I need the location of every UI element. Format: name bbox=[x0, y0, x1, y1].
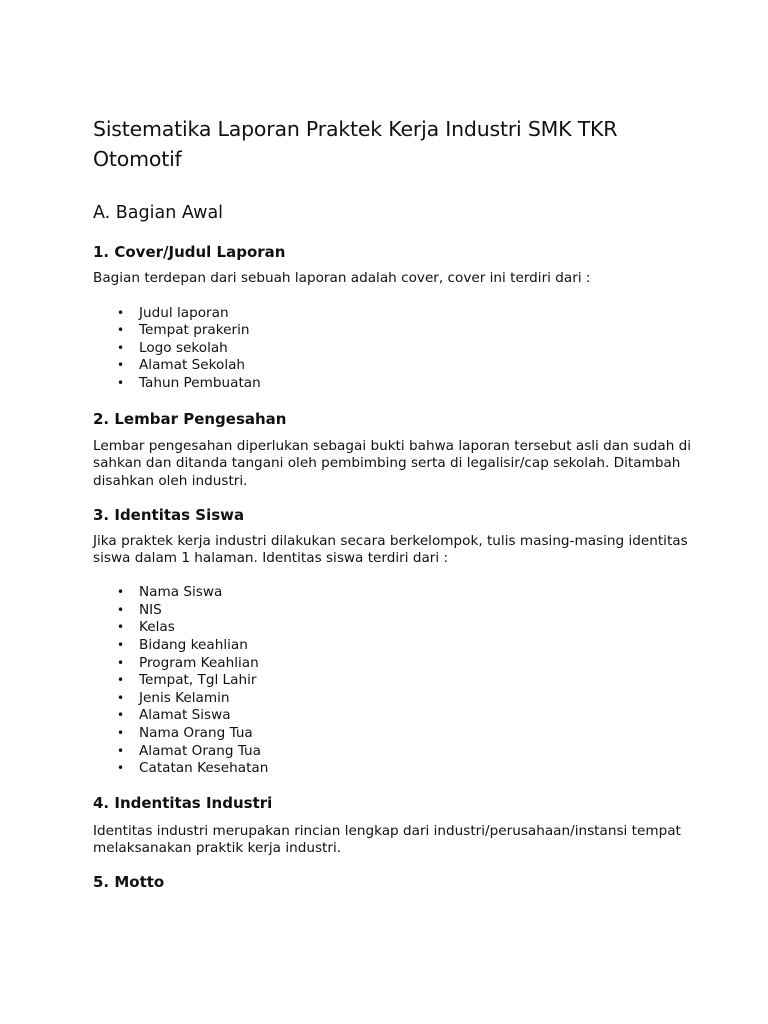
list-item-text: Alamat Orang Tua bbox=[139, 742, 261, 759]
list-item bbox=[93, 725, 693, 743]
list-item-text: Alamat Siswa bbox=[139, 707, 231, 724]
list-item-text: Program Keahlian bbox=[139, 654, 259, 671]
list-item-text: Nama Orang Tua bbox=[139, 724, 253, 741]
heading-cover: 1. Cover/Judul Laporan bbox=[93, 243, 286, 261]
bullet-icon: • bbox=[117, 305, 125, 320]
bullet-icon: • bbox=[117, 743, 125, 758]
list-item-text: Nama Siswa bbox=[139, 584, 223, 601]
list-item bbox=[93, 305, 693, 323]
bullet-icon: • bbox=[117, 690, 125, 705]
heading-identitas-industri: 4. Indentitas Industri bbox=[93, 793, 273, 812]
list-item bbox=[93, 743, 693, 761]
bullet-icon: • bbox=[117, 708, 125, 723]
list-item bbox=[93, 619, 693, 637]
bullet-icon: • bbox=[117, 376, 125, 391]
list-item bbox=[93, 760, 693, 778]
bullet-icon: • bbox=[117, 620, 125, 635]
pengesahan-text: Lembar pengesahan diperlukan sebagai bukti bahwa laporan tersebut asli dan sudah di sahkan dan ditanda tangani oleh pembimbing serta di legalisir/cap sekolah. Ditambah disahkan oleh industri. bbox=[93, 437, 692, 490]
list-item-text: Tahun Pembuatan bbox=[139, 375, 261, 392]
list-item bbox=[93, 375, 693, 393]
siswa-intro-text: Jika praktek kerja industri dilakukan secara berkelompok, tulis masing-masing identitas siswa dalam 1 halaman. Identitas siswa terdiri dari : bbox=[93, 532, 688, 567]
bullet-icon: • bbox=[117, 637, 125, 652]
list-item-text: Judul laporan bbox=[139, 304, 229, 321]
list-item-text: Tempat, Tgl Lahir bbox=[139, 672, 257, 689]
bullet-icon: • bbox=[117, 673, 125, 688]
list-item-text: Kelas bbox=[139, 619, 175, 636]
list-item-text: Logo sekolah bbox=[139, 339, 228, 356]
bullet-icon: • bbox=[117, 761, 125, 776]
cover-intro-text: Bagian terdepan dari sebuah laporan adalah cover, cover ini terdiri dari : bbox=[93, 270, 591, 286]
bullet-icon: • bbox=[117, 655, 125, 670]
list-item-text: Tempat prakerin bbox=[139, 322, 250, 339]
list-item bbox=[93, 672, 693, 690]
heading-lembar-pengesahan: 2. Lembar Pengesahan bbox=[93, 409, 287, 428]
list-item-text: Jenis Kelamin bbox=[139, 689, 230, 706]
industri-text: Identitas industri merupakan rincian lengkap dari industri/perusahaan/instansi tempat melaksanakan praktik kerja industri. bbox=[93, 822, 681, 857]
cover-list bbox=[93, 305, 693, 393]
siswa-list bbox=[93, 584, 693, 778]
list-item-text: NIS bbox=[139, 601, 162, 618]
bullet-icon: • bbox=[117, 585, 125, 600]
list-item-text: Bidang keahlian bbox=[139, 636, 248, 653]
bullet-icon: • bbox=[117, 725, 125, 740]
bullet-icon: • bbox=[117, 358, 125, 373]
heading-identitas-siswa: 3. Identitas Siswa bbox=[93, 505, 245, 524]
list-item bbox=[93, 357, 693, 375]
section-heading-bagian-awal: A. Bagian Awal bbox=[93, 203, 224, 223]
list-item bbox=[93, 655, 693, 673]
bullet-icon: • bbox=[117, 602, 125, 617]
list-item bbox=[93, 340, 693, 358]
bullet-icon: • bbox=[117, 323, 125, 338]
list-item bbox=[93, 584, 693, 602]
bullet-icon: • bbox=[117, 340, 125, 355]
list-item bbox=[93, 637, 693, 655]
list-item-text: Catatan Kesehatan bbox=[139, 760, 269, 777]
document-title: Sistematika Laporan Praktek Kerja Industri SMK TKR Otomotif bbox=[93, 117, 618, 171]
list-item-text: Alamat Sekolah bbox=[139, 357, 246, 374]
list-item bbox=[93, 322, 693, 340]
list-item bbox=[93, 707, 693, 725]
heading-motto: 5. Motto bbox=[93, 873, 165, 892]
list-item bbox=[93, 602, 693, 620]
list-item bbox=[93, 690, 693, 708]
document-page bbox=[93, 114, 693, 892]
